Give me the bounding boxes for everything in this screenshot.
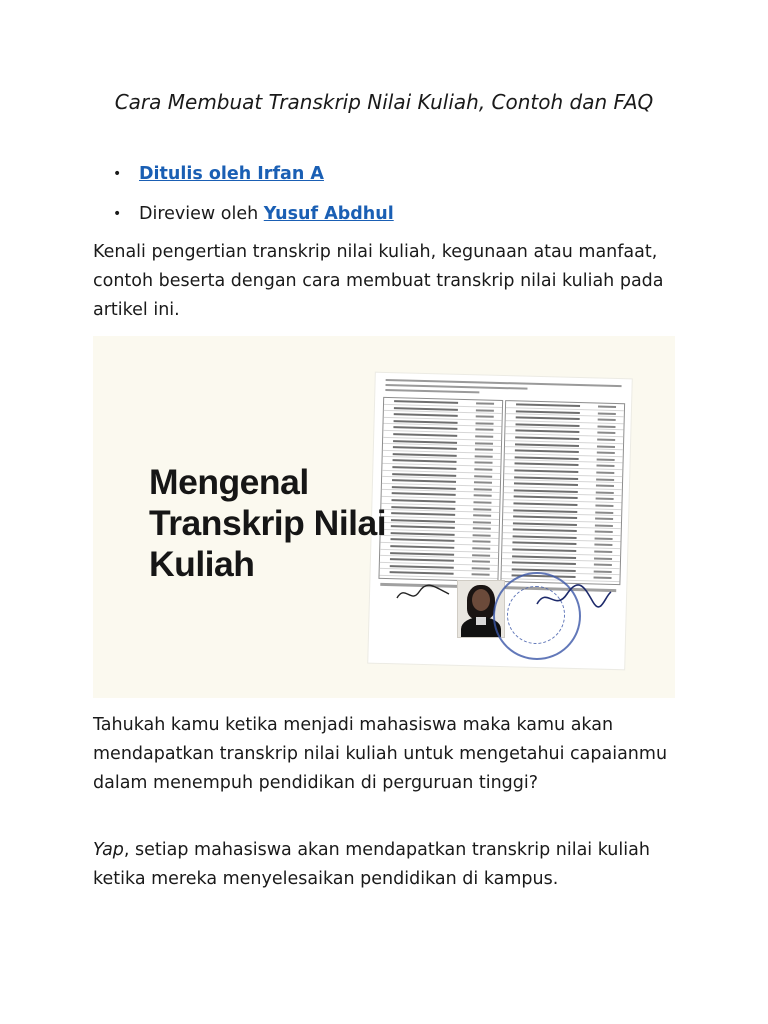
paragraph-3 [93,836,675,894]
banner-headline: Mengenal Transkrip Nilai Kuliah [149,462,387,584]
intro-paragraph: Kenali pengertian transkrip nilai kuliah, kegunaan atau manfaat, contoh beserta dengan cara membuat transkrip nilai kuliah pada artikel ini. [93,242,664,320]
signature-right-icon [533,584,613,614]
featured-image [93,336,675,698]
author-link[interactable]: Ditulis oleh Irfan A [139,164,324,184]
byline-list [93,160,675,240]
paragraph-3-emphasis: Yap [93,840,124,860]
reviewer-link[interactable]: Yusuf Abdhul [263,204,394,224]
reviewer-prefix: Direview oleh [139,204,264,224]
paragraph-3-text: , setiap mahasiswa akan mendapatkan transkrip nilai kuliah ketika mereka menyelesaikan pendidikan di kampus. [93,840,650,889]
paragraph-2: Tahukah kamu ketika menjadi mahasiswa maka kamu akan mendapatkan transkrip nilai kuliah untuk mengetahui capaianmu dalam menempuh pendidikan di perguruan tinggi? [93,715,668,793]
article-title: Cara Membuat Transkrip Nilai Kuliah, Contoh dan FAQ [114,90,654,114]
reviewer-item [93,200,675,228]
signature-left-icon [393,580,453,606]
author-item [93,160,675,188]
